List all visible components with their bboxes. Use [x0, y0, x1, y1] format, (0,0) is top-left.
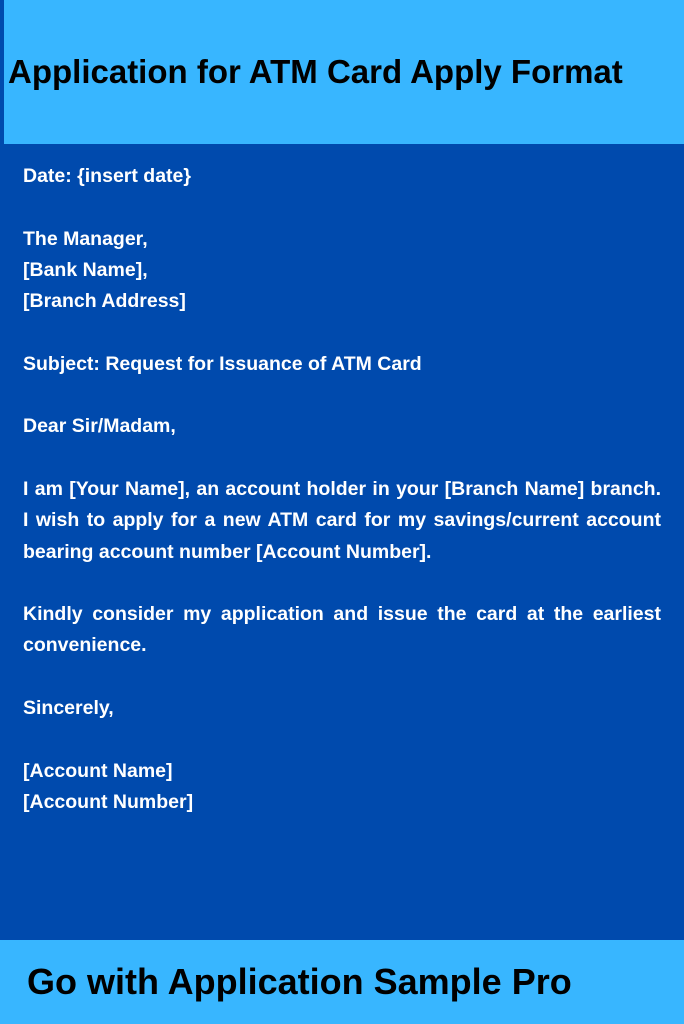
recipient-line: [Branch Address]: [23, 290, 186, 313]
footer-tagline: Go with Application Sample Pro: [27, 961, 572, 1002]
spacer: [23, 662, 661, 693]
letter-paragraph: Kindly consider my application and issue the card at the earliest convenience.: [23, 603, 661, 657]
letter-body: [23, 161, 661, 818]
letter-paragraph: I am [Your Name], an account holder in your [Branch Name] branch. I wish to apply for a new ATM card for my savings/current account bearing account number [Account Number].: [23, 477, 661, 563]
letter-date: Date: {insert date}: [23, 165, 191, 187]
spacer: [23, 380, 661, 411]
spacer: [23, 192, 661, 223]
letter-salutation: Dear Sir/Madam,: [23, 415, 176, 438]
spacer: [23, 317, 661, 348]
signature-line: [Account Number]: [23, 790, 194, 813]
header-edge-stripe: [0, 0, 4, 144]
spacer: [23, 568, 661, 599]
page-title: Application for ATM Card Apply Format: [8, 53, 623, 90]
letter-closing: Sincerely,: [23, 697, 114, 720]
recipient-line: [Bank Name],: [23, 258, 148, 281]
recipient-line: The Manager,: [23, 227, 148, 250]
letter-subject: Subject: Request for Issuance of ATM Card: [23, 352, 422, 375]
signature-line: [Account Name]: [23, 759, 173, 782]
spacer: [23, 724, 661, 755]
spacer: [23, 443, 661, 474]
